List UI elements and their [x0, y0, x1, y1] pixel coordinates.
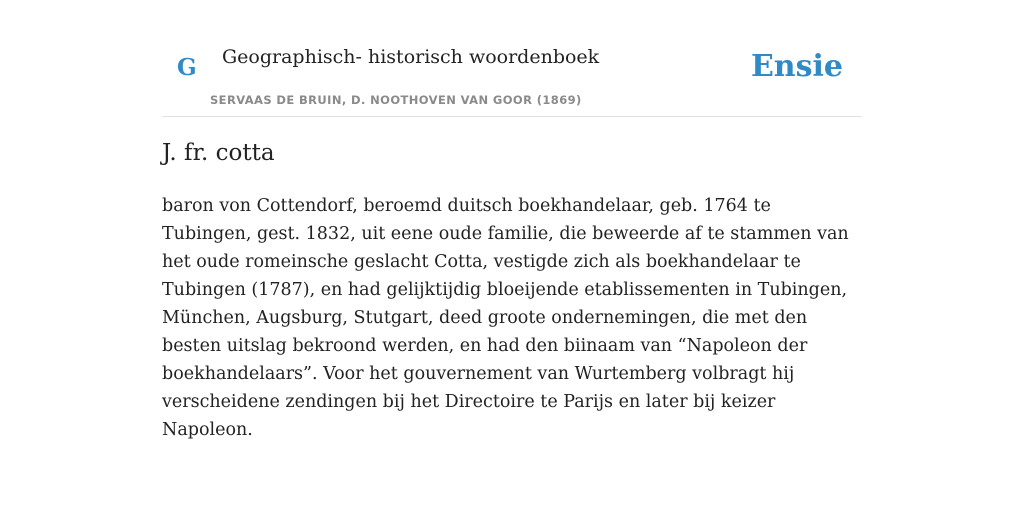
- ensie-logo[interactable]: Ensie: [750, 49, 843, 84]
- book-header: [162, 0, 862, 117]
- entry-body: baron von Cottendorf, beroemd duitsch boekhandelaar, geb. 1764 te Tubingen, gest. 1832, uit eene oude familie, die beweerde af te stammen van het oude romeinsche geslacht Cotta, vestigde zich als boekhandelaar te Tubingen (1787), en had gelijktijdig bloeijende etablissementen in Tubingen, München, Augsburg, Stutgart, deed groote ondernemingen, die met den besten uitslag bekroond werden, en had den biinaam van “Napoleon der boekhandelaars”. Voor het gouvernement van Wurtemberg volbragt hij verscheidene zendingen bij het Directoire te Parijs en later bij keizer Napoleon.: [162, 196, 849, 440]
- entry-title: J. fr. cotta: [162, 140, 275, 166]
- book-logo-letter[interactable]: G: [177, 54, 197, 81]
- book-title[interactable]: Geographisch- historisch woordenboek: [222, 46, 600, 68]
- page-container: [162, 0, 862, 440]
- book-authors: SERVAAS DE BRUIN, D. NOOTHOVEN VAN GOOR (1869): [210, 93, 582, 107]
